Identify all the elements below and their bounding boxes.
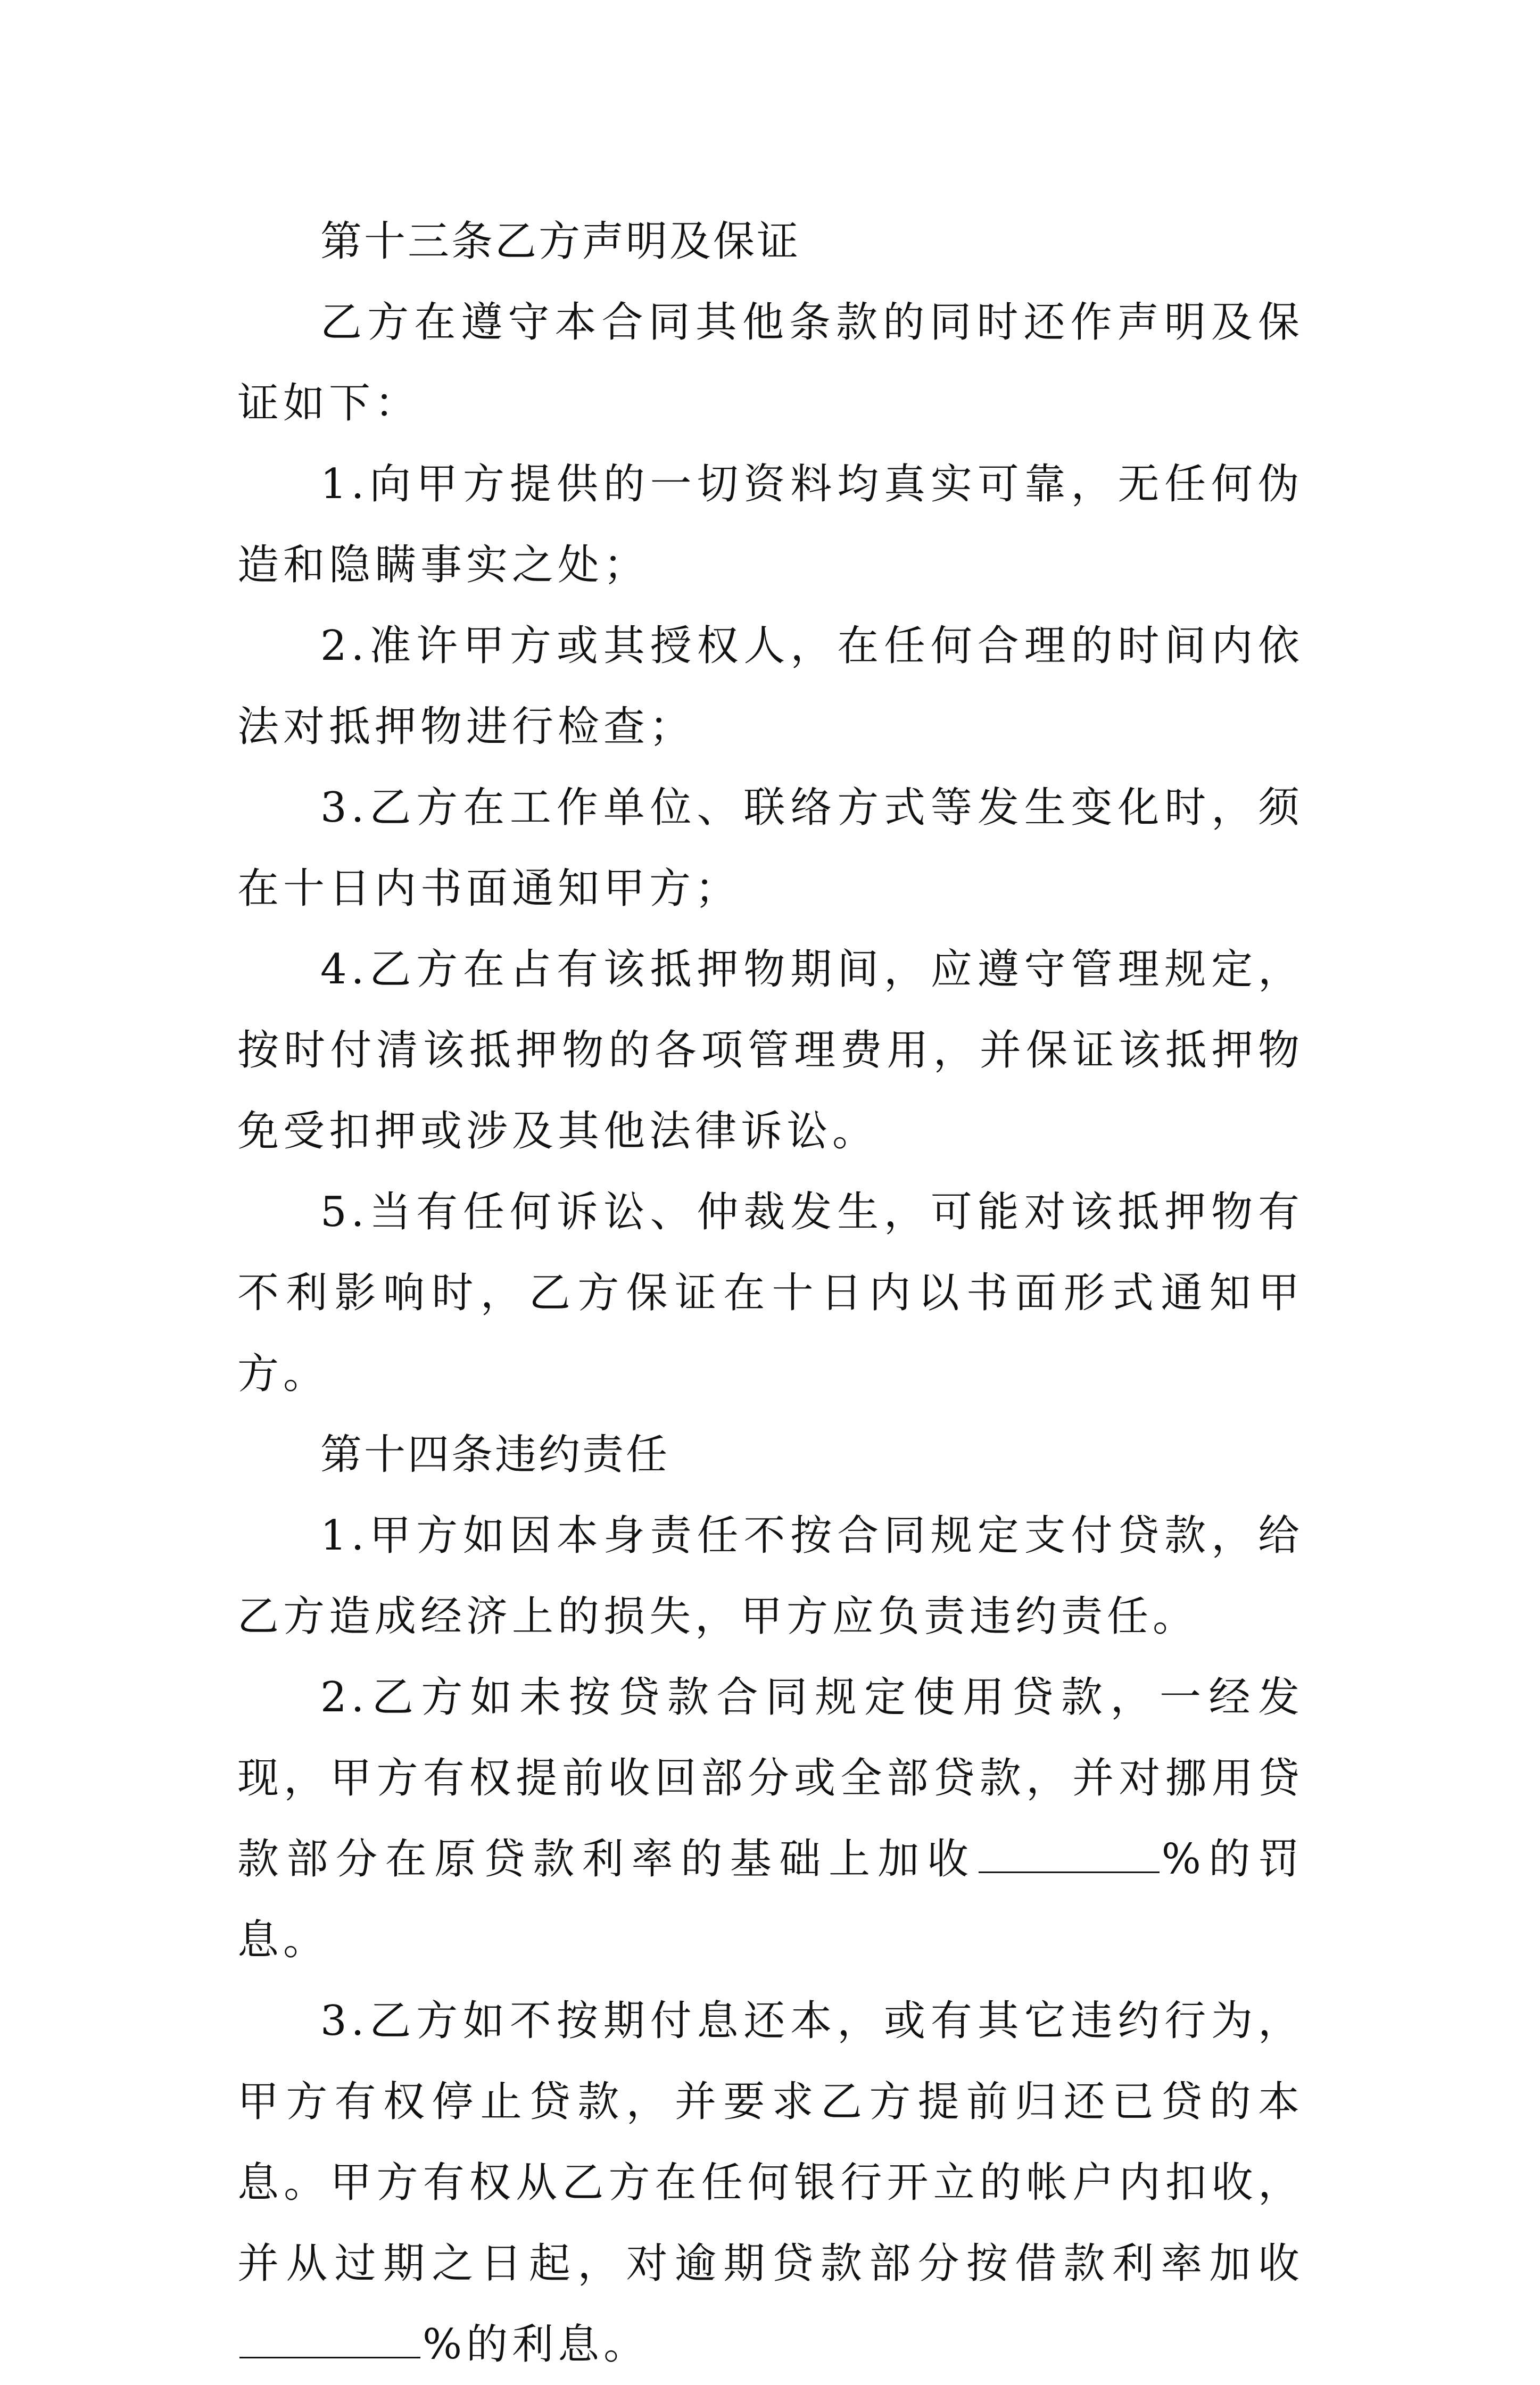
- penalty-rate-blank[interactable]: [979, 1830, 1160, 1873]
- article-13-heading: 第十三条乙方声明及保证: [320, 218, 801, 266]
- article-13-intro: 乙方在遵守本合同其他条款的同时还作声明及保证如下：: [237, 299, 1304, 427]
- article-14-heading: 第十四条违约责任: [320, 1431, 670, 1479]
- document-body: [237, 201, 1304, 2385]
- article-13-item-4: 4.乙方在占有该抵押物期间，应遵守管理规定，按时付清该抵押物的各项管理费用，并保证该抵押物免受扣押或涉及其他法律诉讼。: [237, 946, 1304, 1155]
- article-13-item-1: 1.向甲方提供的一切资料均真实可靠，无任何伪造和隐瞒事实之处；: [237, 460, 1304, 589]
- article-14-item-1: 1.甲方如因本身责任不按合同规定支付贷款，给乙方造成经济上的损失，甲方应负责违约责任。: [237, 1512, 1304, 1641]
- article-14-item-3-suffix: %的利息。: [423, 2321, 650, 2369]
- article-14-item-2-text: 2.乙方如未按贷款合同规定使用贷款，一经发现，甲方有权提前收回部分或全部贷款，并对挪用贷款部分在原贷款利率的基础上加收: [237, 1674, 1304, 1883]
- article-13-item-3: 3.乙方在工作单位、联络方式等发生变化时，须在十日内书面通知甲方；: [237, 784, 1304, 913]
- article-13-item-5: 5.当有任何诉讼、仲裁发生，可能对该抵押物有不利影响时，乙方保证在十日内以书面形式通知甲方。: [237, 1188, 1304, 1398]
- article-13-item-2: 2.准许甲方或其授权人，在任何合理的时间内依法对抵押物进行检查；: [237, 622, 1304, 751]
- article-14-item-2-suffix: %的罚息。: [237, 1835, 1304, 1964]
- article-14-item-2: [237, 1657, 1304, 1981]
- article-14-item-3-text: 3.乙方如不按期付息还本，或有其它违约行为，甲方有权停止贷款，并要求乙方提前归还已贷的本息。甲方有权从乙方在任何银行开立的帐户内扣收，并从过期之日起，对逾期贷款部分按借款利率加收: [237, 1997, 1304, 2288]
- interest-rate-blank[interactable]: [239, 2315, 420, 2358]
- article-14-item-3: [237, 1981, 1304, 2385]
